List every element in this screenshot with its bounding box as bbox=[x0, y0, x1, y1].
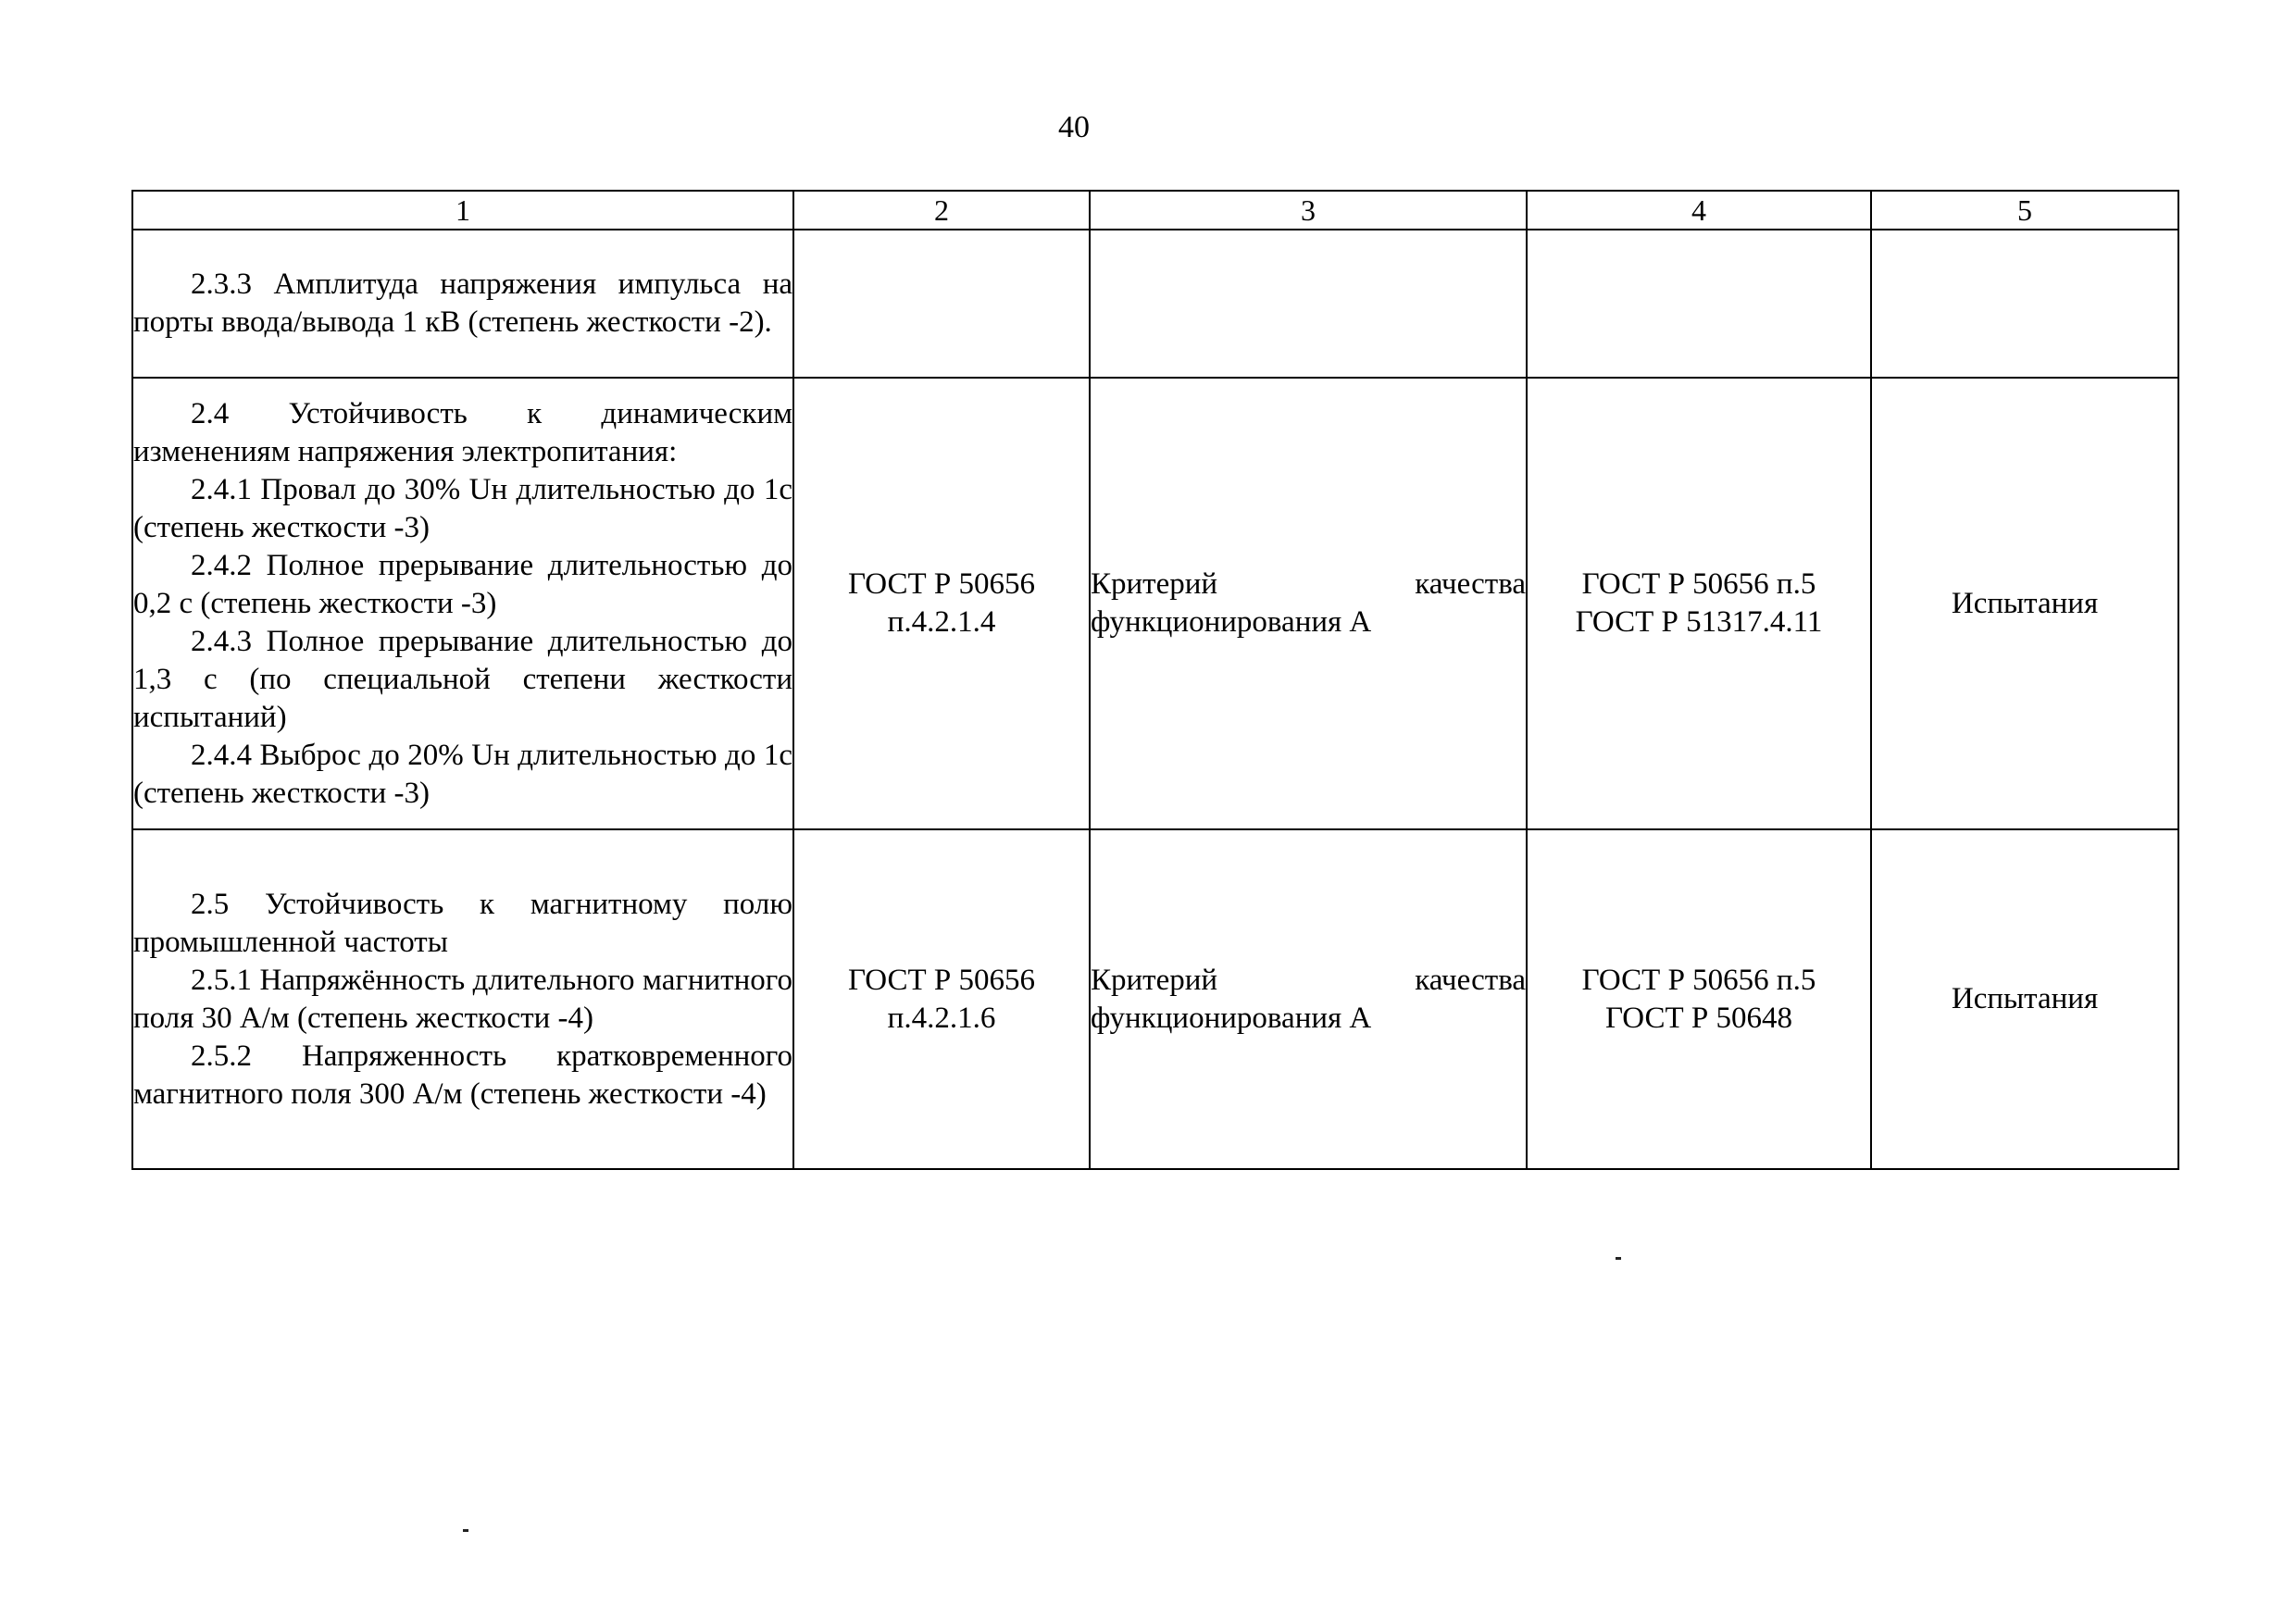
test-standard-cell bbox=[1527, 829, 1871, 1169]
scan-speck bbox=[463, 1529, 468, 1532]
test-standard-cell bbox=[1527, 378, 1871, 829]
criterion-cell bbox=[1090, 230, 1527, 378]
requirement-cell bbox=[132, 230, 793, 378]
requirement-text: 2.5.1 Напряжённость длительного магнитного поля 30 А/м (степень жесткости -4) bbox=[133, 963, 792, 1035]
standard-name: ГОСТ Р 50656 bbox=[847, 567, 1035, 601]
requirement-text: 2.4.4 Выброс до 20% Uн длительностью до 1с (степень жесткости -3) bbox=[133, 738, 792, 810]
requirement-cell bbox=[132, 378, 793, 829]
table-row bbox=[132, 378, 2178, 829]
page-number: 40 bbox=[1058, 110, 1090, 144]
requirement-cell bbox=[132, 829, 793, 1169]
test-standard-cell bbox=[1527, 230, 1871, 378]
standard-clause: п.4.2.1.6 bbox=[887, 1001, 996, 1035]
requirement-text: 2.4.3 Полное прерывание длительностью до 1,3 с (по специальной степени жесткости испытаний) bbox=[133, 624, 792, 734]
test-standard-line: ГОСТ Р 51317.4.11 bbox=[1575, 605, 1823, 639]
table-row bbox=[132, 829, 2178, 1169]
column-number-5: 5 bbox=[1871, 191, 2178, 230]
test-standard-line: ГОСТ Р 50656 п.5 bbox=[1581, 567, 1816, 601]
method-standard-cell bbox=[793, 230, 1090, 378]
criterion-text: Критерий качества функционирования А bbox=[1091, 567, 1526, 639]
requirement-text: 2.4.2 Полное прерывание длительностью до 0,2 с (степень жесткости -3) bbox=[133, 548, 792, 620]
column-number-4: 4 bbox=[1527, 191, 1871, 230]
scan-speck bbox=[1616, 1257, 1621, 1260]
requirement-text: 2.4 Устойчивость к динамическим изменениям напряжения электропитания: bbox=[133, 396, 792, 468]
column-number-1: 1 bbox=[132, 191, 793, 230]
test-standard-line: ГОСТ Р 50656 п.5 bbox=[1581, 963, 1816, 997]
requirement-text: 2.5 Устойчивость к магнитному полю промышленной частоты bbox=[133, 887, 792, 959]
column-number-2: 2 bbox=[793, 191, 1090, 230]
criterion-cell bbox=[1090, 378, 1527, 829]
table-row bbox=[132, 230, 2178, 378]
requirement-text: 2.5.2 Напряженность кратковременного магнитного поля 300 А/м (степень жесткости -4) bbox=[133, 1039, 792, 1111]
requirement-text: 2.4.1 Провал до 30% Uн длительностью до 1с (степень жесткости -3) bbox=[133, 472, 792, 544]
standard-clause: п.4.2.1.4 bbox=[887, 605, 996, 639]
table-header-row bbox=[132, 191, 2178, 230]
requirements-table bbox=[131, 190, 2179, 1170]
verification-text: Испытания bbox=[1951, 586, 2099, 620]
method-standard-cell bbox=[793, 829, 1090, 1169]
test-standard-line: ГОСТ Р 50648 bbox=[1604, 1001, 1792, 1035]
requirement-text: 2.3.3 Амплитуда напряжения импульса на порты ввода/вывода 1 кВ (степень жесткости -2). bbox=[133, 268, 792, 339]
standard-name: ГОСТ Р 50656 bbox=[847, 963, 1035, 997]
method-standard-cell bbox=[793, 378, 1090, 829]
column-number-3: 3 bbox=[1090, 191, 1527, 230]
verification-cell bbox=[1871, 230, 2178, 378]
criterion-text: Критерий качества функционирования А bbox=[1091, 963, 1526, 1035]
verification-cell bbox=[1871, 829, 2178, 1169]
criterion-cell bbox=[1090, 829, 1527, 1169]
verification-text: Испытания bbox=[1951, 982, 2099, 1015]
verification-cell bbox=[1871, 378, 2178, 829]
